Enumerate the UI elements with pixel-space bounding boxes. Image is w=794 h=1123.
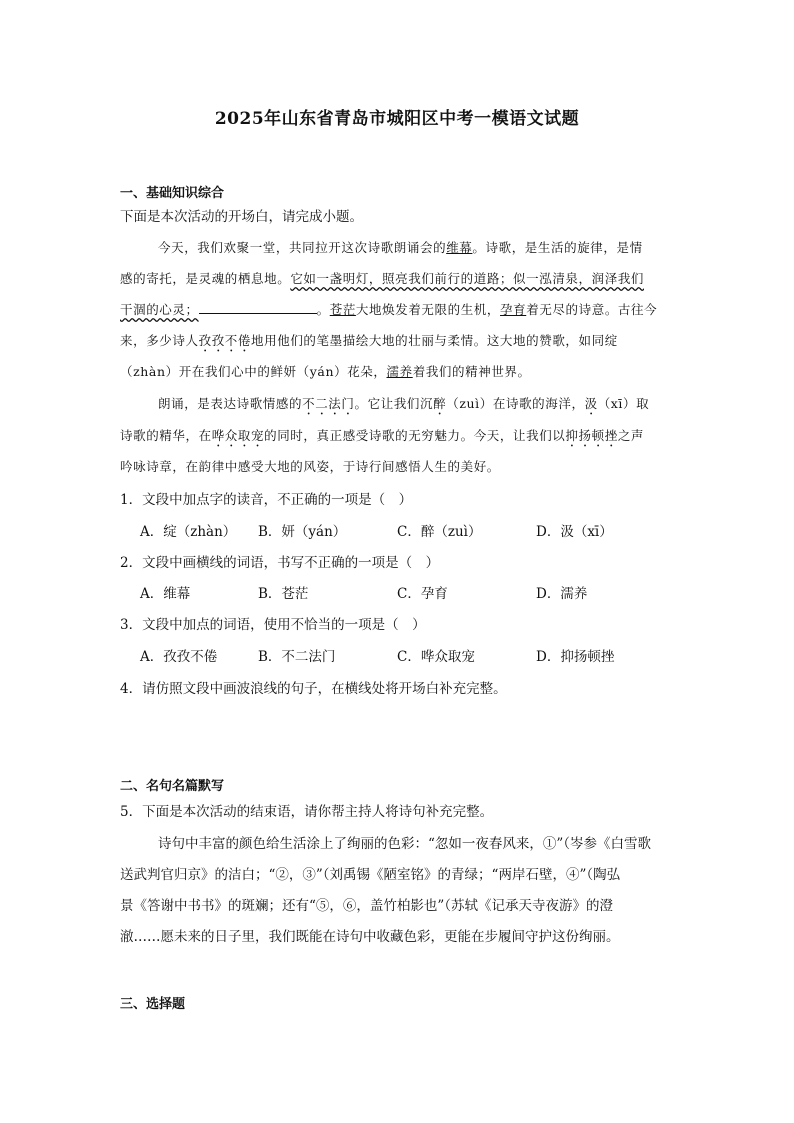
passage-line: 今天，我们欢聚一堂，共同拉开这次诗歌朗诵会的维幕。诗歌，是生活的旋律，是情 bbox=[158, 240, 643, 255]
section-heading-recitation: 二、名句名篇默写 bbox=[120, 779, 225, 794]
question-2-option-c[interactable]: C．孕育 bbox=[397, 586, 448, 602]
underlined-word: 濡养 bbox=[386, 364, 413, 379]
question-3-option-d[interactable]: D．抑扬顿挫 bbox=[536, 649, 615, 665]
passage-line: 干涸的心灵； 。苍茫大地焕发着无限的生机，孕育着无尽的诗意。古往今 bbox=[120, 302, 658, 317]
question-3-option-a[interactable]: A．孜孜不倦 bbox=[140, 649, 218, 665]
passage-line: 诗歌的精华，在哗众取宠的同时，真正感受诗歌的无穷魅力。今天，让我们以抑扬顿挫之声 bbox=[120, 428, 645, 443]
wavy-sentence-end: 干涸的心灵； bbox=[120, 302, 199, 317]
dotted-word: 抑扬顿挫 bbox=[565, 428, 618, 443]
passage-line: 感的寄托，是灵魂的栖息地。它如一盏明灯，照亮我们前行的道路；似一泓清泉，润泽我们 bbox=[120, 271, 645, 286]
closing-line: 澈……愿未来的日子里，我们既能在诗句中收藏色彩，更能在步履间守护这份绚丽。 bbox=[120, 929, 620, 945]
question-4-stem: 4．请仿照文段中画波浪线的句子，在横线处将开场白补充完整。 bbox=[120, 681, 507, 697]
passage-line: 来，多少诗人孜孜不倦地用他们的笔墨描绘大地的壮丽与柔情。这大地的赞歌，如同绽 bbox=[120, 333, 618, 348]
answer-blank[interactable] bbox=[199, 302, 317, 314]
wavy-sentence: 它如一盏明灯，照亮我们前行的道路；似一泓清泉，润泽我们 bbox=[290, 271, 645, 286]
question-2-stem: 2．文段中画横线的词语，书写不正确的一项是（ ） bbox=[120, 555, 440, 571]
section-intro: 下面是本次活动的开场白，请完成小题。 bbox=[120, 209, 363, 225]
question-3-option-c[interactable]: C．哗众取宠 bbox=[397, 649, 475, 665]
closing-line: 诗句中丰富的颜色给生活涂上了绚丽的色彩：“忽如一夜春风来，①”（岑参《白雪歌 bbox=[158, 836, 652, 852]
dotted-word: 哗众取宠 bbox=[211, 428, 265, 443]
section-heading-basic-knowledge: 一、基础知识综合 bbox=[120, 186, 225, 201]
question-3-stem: 3．文段中加点的词语，使用不恰当的一项是（ ） bbox=[120, 617, 426, 633]
underlined-word: 维幕 bbox=[446, 240, 473, 255]
closing-line: 送武判官归京》的洁白；“②，③”（刘禹锡《陋室铭》的青绿；“两岸石壁，④”（陶弘 bbox=[120, 867, 621, 883]
underlined-word: 苍茫 bbox=[329, 302, 356, 317]
section-heading-multiple-choice: 三、选择题 bbox=[120, 997, 186, 1012]
question-1-option-c[interactable]: C．醉（zuì） bbox=[397, 524, 482, 540]
question-1-option-d[interactable]: D．汲（xī） bbox=[536, 524, 613, 540]
underlined-word: 孕育 bbox=[500, 302, 527, 317]
passage-line: （zhàn）开在我们心中的鲜妍（yán）花朵，濡养着我们的精神世界。 bbox=[120, 364, 531, 379]
question-1-option-b[interactable]: B．妍（yán） bbox=[258, 524, 347, 540]
dotted-char: 汲 bbox=[584, 396, 598, 411]
passage-line: 朗诵，是表达诗歌情感的不二法门。它让我们沉醉（zuì）在诗歌的海洋，汲（xī）取 bbox=[158, 396, 650, 411]
question-2-option-b[interactable]: B．苍茫 bbox=[258, 586, 309, 602]
dotted-word: 孜孜不倦 bbox=[198, 333, 252, 348]
question-1-stem: 1．文段中加点字的读音，不正确的一项是（ ） bbox=[120, 492, 413, 508]
document-title: 2025年山东省青岛市城阳区中考一模语文试题 bbox=[214, 109, 580, 129]
question-2-option-d[interactable]: D．濡养 bbox=[536, 586, 588, 602]
dotted-char: 醉 bbox=[433, 396, 447, 411]
question-2-option-a[interactable]: A．维幕 bbox=[140, 586, 191, 602]
passage-line: 吟咏诗章，在韵律中感受大地的风姿，于诗行间感悟人生的美好。 bbox=[120, 459, 500, 474]
question-1-option-a[interactable]: A．绽（zhàn） bbox=[140, 524, 237, 540]
closing-line: 景《答谢中书书》的斑斓；还有“⑤，⑥，盖竹柏影也”（苏轼《记承天寺夜游》的澄 bbox=[120, 898, 614, 914]
dotted-word: 不二法门 bbox=[302, 396, 355, 411]
question-3-option-b[interactable]: B．不二法门 bbox=[258, 649, 336, 665]
question-5-stem: 5．下面是本次活动的结束语，请你帮主持人将诗句补充完整。 bbox=[120, 804, 494, 820]
